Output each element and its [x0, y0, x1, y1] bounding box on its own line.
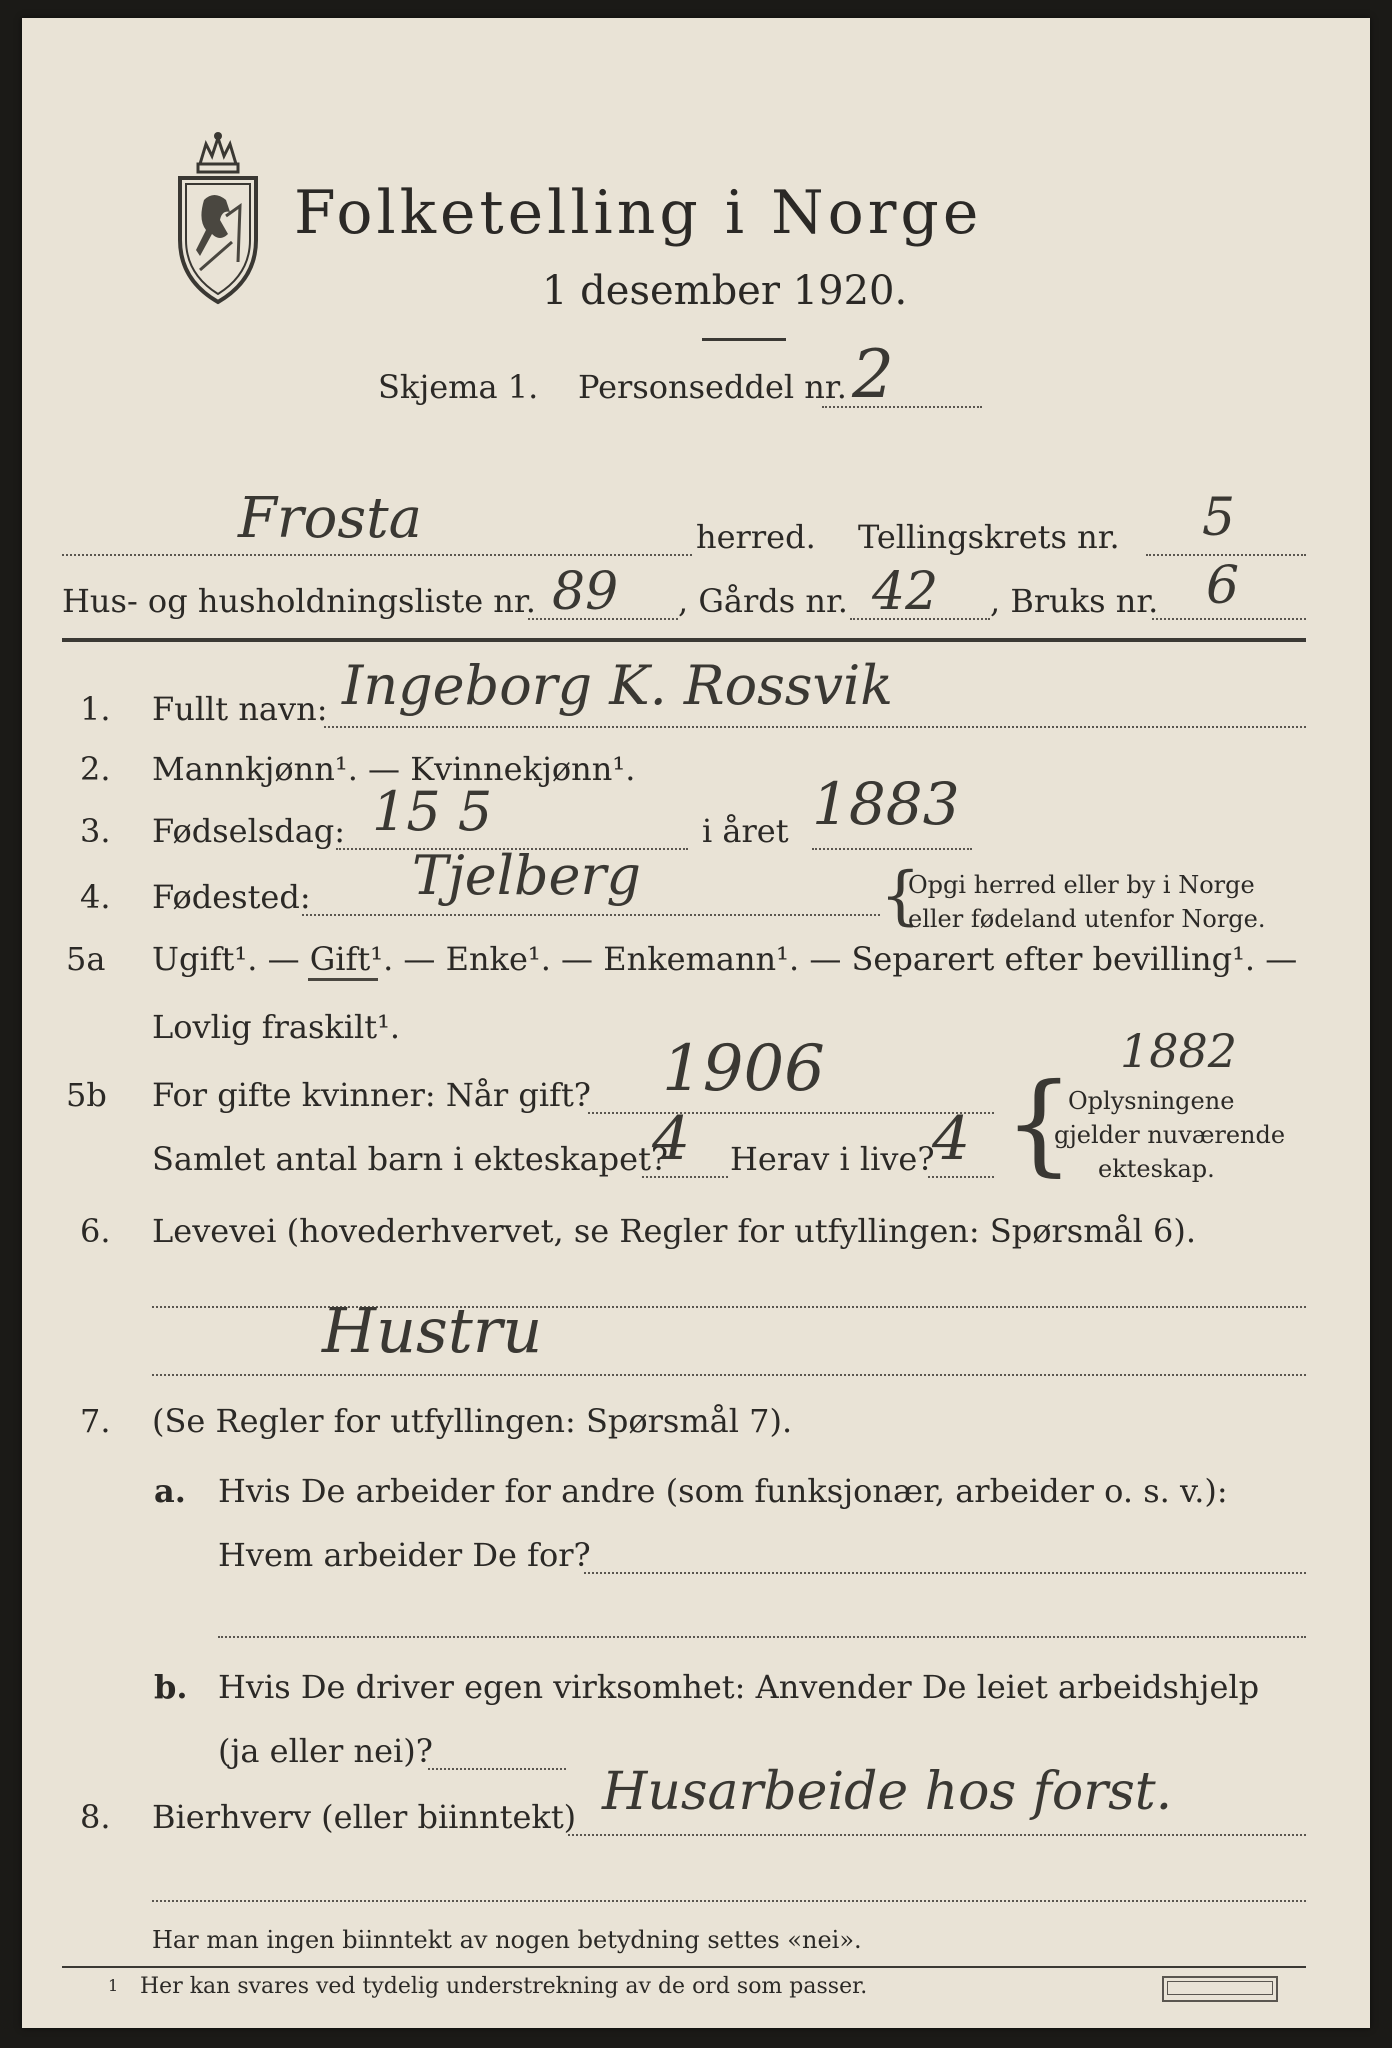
q5b-children-field-line: [642, 1176, 728, 1178]
printer-stamp-icon: [1162, 1976, 1278, 2002]
q5a-label-line-1: Ugift¹. — Gift¹. — Enke¹. — Enkemann¹. — Separert efter bevilling¹. —: [152, 940, 1298, 978]
q7-number: 7.: [80, 1402, 111, 1440]
title-divider: [702, 338, 786, 341]
tellingskrets-label: Tellingskrets nr.: [858, 518, 1120, 556]
herred-value[interactable]: Frosta: [238, 486, 422, 551]
q3-year-value[interactable]: 1883: [812, 770, 960, 838]
q7a-label-line-1: Hvis De arbeider for andre (som funksjonær, arbeider o. s. v.):: [218, 1472, 1228, 1510]
gards-value[interactable]: 42: [872, 562, 939, 622]
q6-label: Levevei (hovederhvervet, se Regler for utfyllingen: Spørsmål 6).: [152, 1212, 1197, 1250]
form-title: Folketelling i Norge: [294, 178, 983, 248]
q5b-note-line-1: Oplysningene: [1068, 1087, 1235, 1115]
tellingskrets-value[interactable]: 5: [1202, 488, 1236, 548]
q4-note-brace: {: [880, 859, 921, 933]
q8-number: 8.: [80, 1798, 111, 1836]
q5b-number: 5b: [66, 1076, 107, 1114]
footnote-rule: [62, 1966, 1306, 1968]
q3-year-label: i året: [702, 812, 789, 850]
q7b-field-line[interactable]: [428, 1768, 566, 1770]
q3-number: 3.: [80, 812, 111, 850]
q5b-extra-value: 1882: [1120, 1024, 1238, 1078]
q6-value[interactable]: Hustru: [322, 1294, 543, 1367]
hus-label: Hus- og husholdningsliste nr.: [62, 582, 536, 620]
q8-value[interactable]: Husarbeide hos forst.: [602, 1762, 1173, 1822]
bruks-field-line: [1152, 618, 1306, 620]
q4-label: Fødested:: [152, 878, 311, 916]
q1-field-line: [324, 726, 1306, 728]
q5b-married-value[interactable]: 1906: [662, 1032, 825, 1106]
q3-label: Fødselsdag:: [152, 812, 346, 850]
q3-year-field-line: [812, 848, 972, 850]
herred-label: herred.: [696, 518, 816, 556]
q8-field-line-1: [568, 1834, 1306, 1836]
census-form-page: [22, 18, 1370, 2028]
q7a-field-line-2[interactable]: [218, 1636, 1306, 1638]
herred-field-line: [62, 554, 692, 556]
q8-field-line-2: [152, 1900, 1306, 1902]
hus-value[interactable]: 89: [552, 562, 619, 622]
personseddel-label: Personseddel nr.: [578, 368, 847, 406]
q5b-note-line-3: ekteskap.: [1098, 1155, 1215, 1183]
gards-label: , Gårds nr.: [678, 582, 848, 620]
q1-label: Fullt navn:: [152, 690, 328, 728]
q5b-children-value[interactable]: 4: [652, 1104, 691, 1174]
q7a-label-line-2: Hvem arbeider De for?: [218, 1536, 591, 1574]
q2-label: Mannkjønn¹. — Kvinnekjønn¹.: [152, 750, 636, 788]
q8-label: Bierhverv (eller biinntekt): [152, 1798, 577, 1836]
q6-number: 6.: [80, 1212, 111, 1250]
q8-note: Har man ingen biinntekt av nogen betydning settes «nei».: [152, 1926, 862, 1954]
bruks-label: , Bruks nr.: [990, 582, 1159, 620]
q5b-label-line-3: Herav i live?: [730, 1140, 935, 1178]
personseddel-field-line: [822, 406, 982, 408]
q5b-label-line-1: For gifte kvinner: Når gift?: [152, 1076, 591, 1114]
q4-note-line-2: eller fødeland utenfor Norge.: [908, 905, 1266, 933]
bruks-value[interactable]: 6: [1206, 556, 1240, 616]
q7a-number: a.: [154, 1472, 186, 1510]
q4-field-line: [302, 914, 880, 916]
coat-of-arms-icon: [170, 130, 266, 306]
q5b-living-value[interactable]: 4: [932, 1104, 971, 1174]
footnote-text: Her kan svares ved tydelig understrekning av de ord som passer.: [140, 1974, 868, 1999]
q2-number: 2.: [80, 750, 111, 788]
q7a-field-line-1[interactable]: [584, 1572, 1306, 1574]
q5a-label-line-2: Lovlig fraskilt¹.: [152, 1008, 401, 1046]
q6-field-line-2: [152, 1374, 1306, 1376]
gift-underline-mark: [308, 978, 378, 981]
q5b-note-brace: {: [1004, 1059, 1074, 1187]
q4-value[interactable]: Tjelberg: [412, 844, 641, 907]
q5b-living-field-line: [928, 1176, 994, 1178]
personseddel-value[interactable]: 2: [852, 336, 894, 413]
skjema-label: Skjema 1.: [378, 368, 539, 406]
q4-note-line-1: Opgi herred eller by i Norge: [908, 871, 1255, 899]
q5b-note-line-2: gjelder nuværende: [1054, 1121, 1286, 1149]
q5b-label-line-2: Samlet antal barn i ekteskapet?: [152, 1140, 669, 1178]
q7b-label-line-1: Hvis De driver egen virksomhet: Anvender De leiet arbeidshjelp: [218, 1668, 1260, 1706]
footnote-mark: 1: [108, 1976, 119, 1995]
q7-label: (Se Regler for utfyllingen: Spørsmål 7).: [152, 1402, 793, 1440]
q1-value[interactable]: Ingeborg K. Rossvik: [342, 654, 894, 717]
census-date: 1 desember 1920.: [542, 268, 908, 314]
q3-day-value[interactable]: 15 5: [372, 780, 493, 843]
q4-number: 4.: [80, 878, 111, 916]
header-rule: [62, 638, 1306, 642]
q7b-label-line-2: (ja eller nei)?: [218, 1732, 433, 1770]
q5a-number: 5a: [66, 940, 106, 978]
q7b-number: b.: [154, 1668, 188, 1706]
q1-number: 1.: [80, 690, 111, 728]
